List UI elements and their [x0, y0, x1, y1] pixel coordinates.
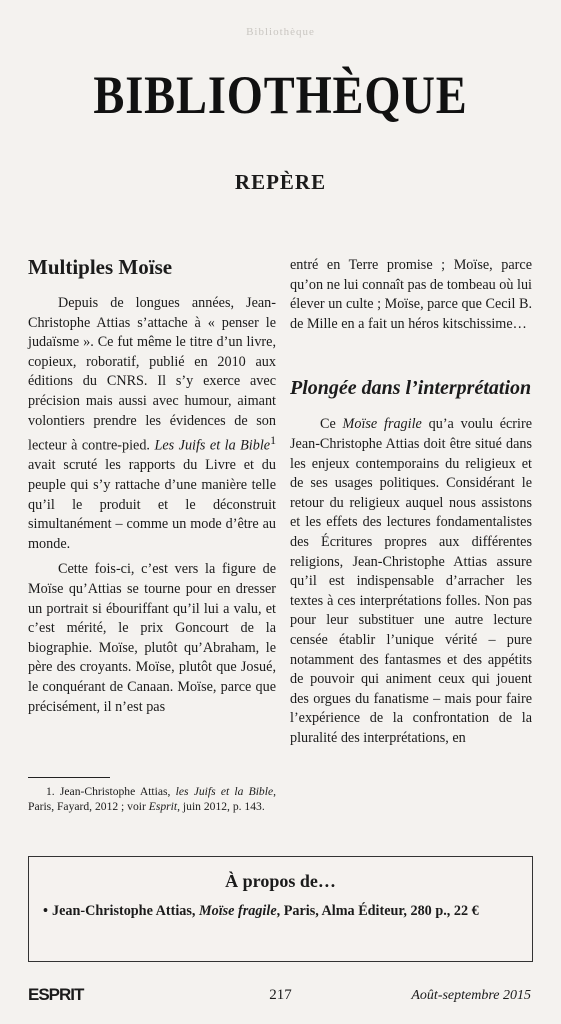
paragraph-intro — [28, 294, 276, 554]
page-number: 217 — [269, 987, 292, 1003]
footnote-journal: Esprit — [148, 800, 178, 814]
paragraph-interpretation-b: qu’a voulu écrire Jean-Christophe Attias doit être situé dans les enjeux contemporains du religieux et de ses usages politiques. Considérant le retour du religieux auquel nous assistons et les effets des lectures fondamentalistes des Écritures propres aux différentes religions, Jean-Christophe Attias assure qu’il est indispensable d’arracher les textes à ces interprétations folles. Non pas pour leur substituer une autre lecture censée établir l’unique vérité – pure notamment des fantasmes et des appétits de pouvoir qui animent ceux qui jouent des orgues du fanatisme – mais pour faire l’expérience de la confrontation de la pluralité des interprétations, en — [290, 416, 532, 746]
paragraph-intro-text: Depuis de longues années, Jean-Christophe Attias s’attache à « penser le judaïsme ». Ce fut même le titre d’un livre, copieux, roboratif, publié en 2010 aux éditions du CNRS. Il s’y exerce avec précision mais aussi avec humour, aimant volontiers prendre les évidences de son lecteur à contre-pied. — [28, 295, 276, 454]
journal-logo: ESPRIT — [28, 985, 84, 1004]
paragraph-interpretation-a: Ce — [320, 416, 343, 433]
footnote-text-c: , juin 2012, p. 143. — [177, 800, 265, 814]
footnote — [28, 784, 276, 814]
paragraph-moses: Cette fois-ci, c’est vers la figure de Moïse qu’Attias se tourne pour en dresser un portrait si ébouriffant qu’il lui a valu, et c’est mérité, le prix Goncourt de la biographie. Moïse, plutôt qu’Abraham, le père des croyants. Moïse, plutôt que Josué, le conquérant de Canaan. Moïse, parce que précisément, il n’est pas — [28, 561, 276, 715]
apropos-title: À propos de… — [225, 871, 336, 891]
article-title: Multiples Moïse — [28, 255, 173, 279]
left-column — [28, 254, 276, 814]
footnote-marker: 1 — [270, 433, 276, 448]
section-title: BIBLIOTHÈQUE — [93, 65, 468, 125]
footnote-text-a: 1. Jean-Christophe Attias, — [46, 785, 176, 799]
footnote-divider — [28, 777, 110, 778]
entry-publisher: , Paris, Alma Éditeur, 280 p., 22 € — [276, 903, 479, 919]
right-column — [290, 256, 532, 748]
issue-date: Août-septembre 2015 — [411, 988, 531, 1003]
apropos-box — [28, 856, 533, 962]
entry-book-title: Moïse fragile — [198, 903, 277, 919]
paragraph-continuation: entré en Terre promise ; Moïse, parce qu’on ne lui connaît pas de tombeau où lui élever un culte ; Moïse, parce que Cecil B. de Mille en a fait un héros kitschissime… — [290, 257, 532, 332]
book-title-inline: Moïse fragile — [342, 416, 422, 433]
entry-author: Jean-Christophe Attias, — [51, 903, 199, 919]
bleed-through-header: Bibliothèque — [246, 26, 315, 38]
paragraph-interpretation — [290, 415, 532, 748]
rubric-label: REPÈRE — [234, 170, 327, 194]
book-reference-entry — [43, 902, 510, 922]
footnote-text-b: , Paris, Fayard, 2012 ; voir — [28, 785, 276, 814]
bullet-icon: • — [43, 903, 48, 919]
footnote-book-title: les Juifs et la Bible — [175, 785, 274, 799]
book-title-reference: Les Juifs et la Bible — [154, 437, 271, 454]
subheading: Plongée dans l’interprétation — [290, 377, 532, 400]
paragraph-intro-rest: avait scruté les rapports du Livre et du peuple qui s’y rattache d’une manière telle qu’il le produit et le déconstruit simultanément – comme un mode d’être au monde. — [28, 457, 276, 552]
